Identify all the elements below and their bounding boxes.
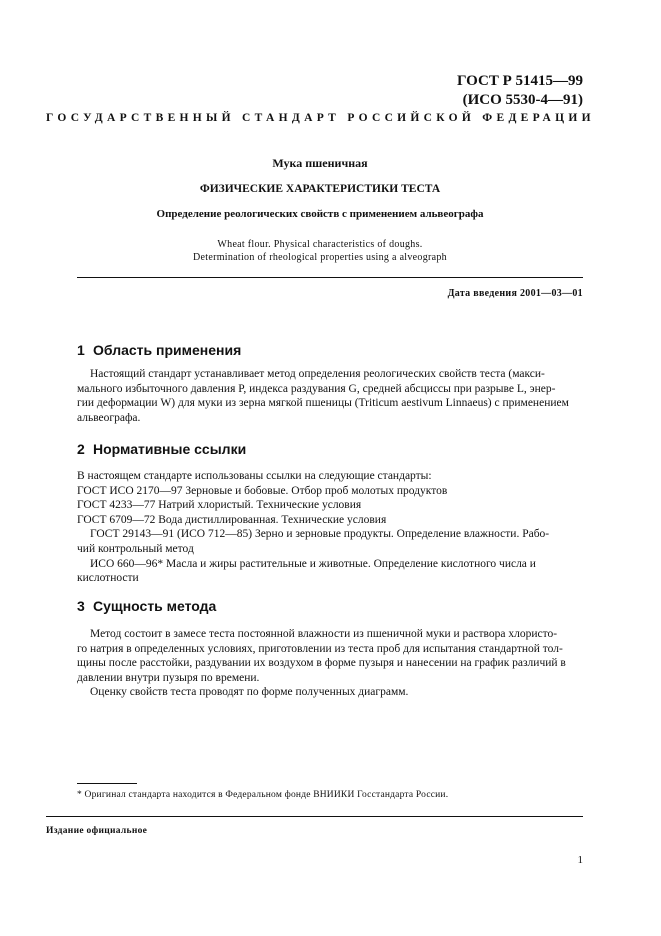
section-1-number: 1	[77, 342, 85, 358]
date-introduced: Дата введения 2001—03—01	[447, 288, 583, 299]
standard-code-gost: ГОСТ Р 51415—99	[456, 73, 583, 89]
title-subtitle: Определение реологических свойств с применением альвеографа	[156, 208, 484, 220]
footnote: * Оригинал стандарта находится в Федеральном фонде ВНИИКИ Госстандарта России.	[77, 790, 449, 800]
section-3-title: Сущность метода	[93, 598, 217, 614]
text-line: мального избыточного давления P, индекса раздувания G, средней абсциссы при разрыве L, энер-	[77, 382, 556, 395]
section-2-heading	[77, 441, 246, 457]
reference-item: ГОСТ ИСО 2170—97 Зерновые и бобовые. Отбор проб молотых продуктов	[77, 484, 448, 497]
title-english	[46, 238, 594, 264]
title-english-line2: Determination of rheological properties using a alveograph	[193, 252, 447, 263]
reference-item: ГОСТ 29143—91 (ИСО 712—85) Зерно и зерновые продукты. Определение влажности. Рабо-	[90, 528, 550, 541]
text-line: Метод состоит в замесе теста постоянной влажности из пшеничной муки и раствора хлористо-	[90, 628, 558, 640]
reference-item: ГОСТ 6709—72 Вода дистиллированная. Технические условия	[77, 513, 387, 526]
state-standard-banner: ГОСУДАРСТВЕННЫЙ СТАНДАРТ РОССИЙСКОЙ ФЕДЕРАЦИИ	[46, 112, 595, 124]
reference-item-cont: кислотности	[77, 572, 139, 585]
text-line: давлении внутри пузыря по времени.	[77, 671, 260, 684]
section-1-text	[77, 367, 583, 425]
title-main: ФИЗИЧЕСКИЕ ХАРАКТЕРИСТИКИ ТЕСТА	[199, 183, 441, 195]
footer-divider	[46, 816, 583, 817]
section-1-title: Область применения	[93, 342, 242, 358]
text-line: Оценку свойств теста проводят по форме полученных диаграмм.	[90, 686, 409, 699]
text-line: го натрия в определенных условиях, приготовлении из теста проб для испытания стандартной тол-	[77, 642, 563, 655]
section-3-number: 3	[77, 598, 85, 614]
reference-item-cont: чий контрольный метод	[77, 542, 194, 555]
text-line: В настоящем стандарте использованы ссылки на следующие стандарты:	[77, 470, 432, 482]
standard-code	[457, 72, 583, 110]
section-2-text	[77, 469, 583, 586]
section-3-heading	[77, 598, 216, 614]
text-line: щины после расстойки, раздувании их воздухом в форме пузыря и нанесении на график различий в	[77, 657, 566, 670]
section-2-title: Нормативные ссылки	[93, 441, 247, 457]
edition-label: Издание официальное	[46, 826, 148, 836]
page-number: 1	[577, 854, 583, 866]
section-1-heading	[77, 342, 241, 358]
reference-item: ИСО 660—96* Масла и жиры растительные и животные. Определение кислотного числа и	[90, 557, 536, 570]
text-line: Настоящий стандарт устанавливает метод определения реологических свойств теста (макси-	[90, 368, 545, 380]
title-divider	[77, 277, 583, 278]
text-line: гии деформации W) для муки из зерна мягкой пшеницы (Triticum aestivum Linnaeus) с применением	[77, 397, 569, 410]
text-line: альвеографа.	[77, 411, 141, 424]
section-2-number: 2	[77, 441, 85, 457]
title-english-line1: Wheat flour. Physical characteristics of doughs.	[217, 239, 423, 250]
section-3-text	[77, 627, 583, 700]
standard-code-iso: (ИСО 5530-4—91)	[462, 92, 583, 108]
footnote-divider	[77, 783, 137, 784]
title-product: Мука пшеничная	[272, 156, 368, 170]
reference-item: ГОСТ 4233—77 Натрий хлористый. Технические условия	[77, 499, 362, 512]
